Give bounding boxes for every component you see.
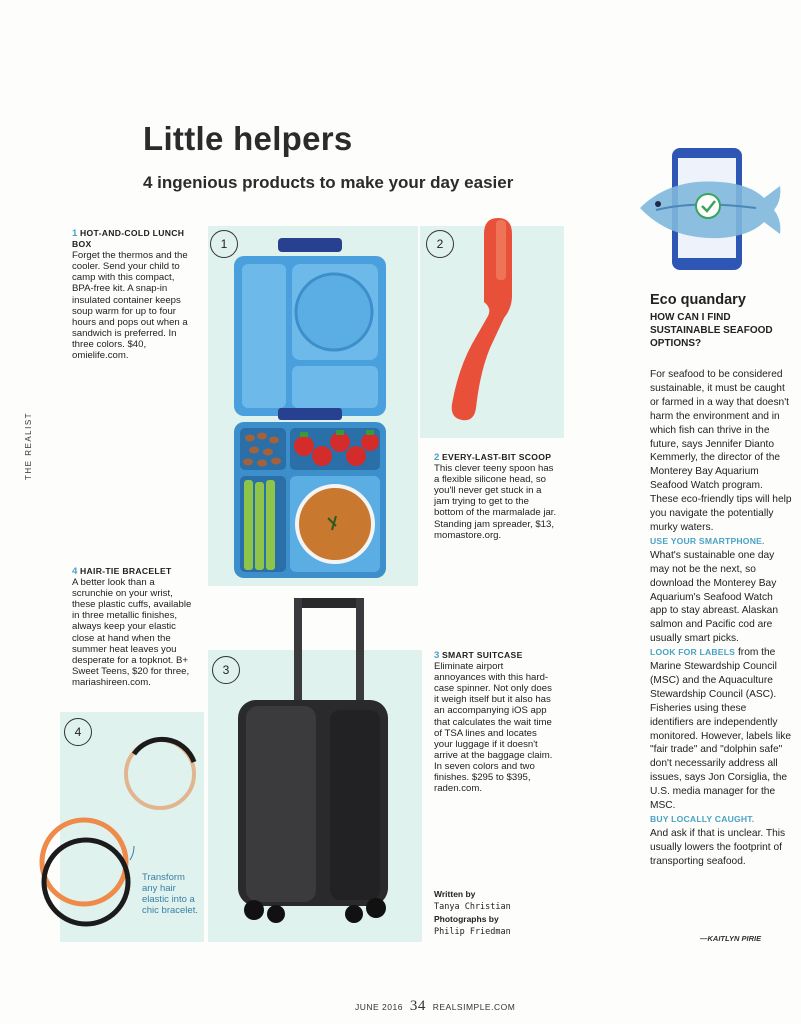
photographer-name: Philip Friedman: [434, 927, 511, 937]
eco-tip3-text: And ask if that is unclear. This usually lowers the footprint of transporting seafood.: [650, 827, 786, 867]
eco-body: [650, 368, 792, 869]
byline: [434, 888, 511, 938]
eco-intro: For seafood to be considered sustainable, it must be caught or farmed in a way that doesn't harm the environment and in which fish can thrive in the future, says Jennifer Dianto Kemmerly, the director of the Monterey Bay Aquarium Seafood Watch program. These eco-friendly tips will help you navigate the potentially murky waters.: [650, 369, 792, 533]
product-1-number: 1: [72, 228, 78, 239]
lunchbox-image: [228, 236, 392, 582]
written-label: Written by: [434, 889, 476, 899]
page-number: 34: [409, 998, 426, 1014]
product-3-blurb: [434, 650, 554, 794]
bracelet-caption: Transform any hair elastic into a chic bracelet.: [142, 872, 198, 916]
photo-label: Photographs by: [434, 914, 499, 924]
product-3-head: SMART SUITCASE: [442, 650, 523, 660]
product-3-number: 3: [434, 650, 440, 661]
product-2-number: 2: [434, 452, 440, 463]
eco-tip1-text: What's sustainable one day may not be the next, so download the Monterey Bay Aquarium's Seafood Watch app to stay abreast. Alaskan salmon and Pacific cod are usually smart picks.: [650, 549, 778, 645]
badge-4: 4: [64, 718, 92, 746]
page-footer: [355, 998, 515, 1015]
product-2-blurb: [434, 452, 558, 541]
fish-phone-icon: [636, 144, 786, 274]
eco-credit: —KAITLYN PIRIE: [700, 934, 762, 943]
product-1-head: HOT-AND-COLD LUNCH BOX: [72, 228, 185, 250]
product-4-blurb: [72, 566, 196, 688]
product-2-head: EVERY-LAST-BIT SCOOP: [442, 452, 552, 462]
eco-title: Eco quandary: [650, 292, 746, 308]
eco-tip1-head: USE YOUR SMARTPHONE.: [650, 535, 765, 546]
badge-3: 3: [212, 656, 240, 684]
badge-1: 1: [210, 230, 238, 258]
writer-name: Tanya Christian: [434, 902, 511, 912]
eco-tip3-head: BUY LOCALLY CAUGHT.: [650, 814, 755, 824]
eco-tip2-text: from the Marine Stewardship Council (MSC) and the Aquaculture Stewardship Council (ASC). Fisheries using these identifiers are independently monitored. However, labels like "fair trade" and "dolphin safe" don't necessarily address all issues, says Jon Corsiglia, the U.S. media manager for the MSC.: [650, 647, 791, 812]
product-2-text: This clever teeny spoon has a flexible silicone head, so you'll never get stuck in a jam trying to get to the bottom of the marmalade jar. Standing jam spreader, $13, momastore.org.: [434, 463, 557, 541]
section-label: THE REALIST: [24, 411, 33, 480]
product-1-blurb: [72, 228, 196, 361]
eco-tip2-head: LOOK FOR LABELS: [650, 647, 736, 658]
footer-date: JUNE 2016: [355, 1002, 403, 1012]
scoop-image: [446, 212, 526, 428]
suitcase-image: [234, 594, 394, 938]
product-4-number: 4: [72, 566, 78, 577]
badge-2: 2: [426, 230, 454, 258]
product-3-text: Eliminate airport annoyances with this hard-case spinner. Not only does it weigh itself but it also has an accompanying iOS app that calculates the wait time of TSA lines and locates your luggage if it doesn't arrive at the baggage claim. In seven colors and two finishes. $295 to $395, raden.com.: [434, 661, 553, 795]
page-title: Little helpers: [143, 120, 353, 157]
product-4-head: HAIR-TIE BRACELET: [80, 566, 172, 576]
eco-question: HOW CAN I FIND SUSTAINABLE SEAFOOD OPTIONS?: [650, 312, 773, 349]
page-subtitle: 4 ingenious products to make your day easier: [143, 173, 514, 192]
product-1-text: Forget the thermos and the cooler. Send your child to camp with this compact, BPA-free kit. A snap-in insulated container keeps soup warm for up to four hours and pops out when a sandwich is preferred. In three colors. $40, omielife.com.: [72, 250, 188, 362]
product-4-text: A better look than a scrunchie on your wrist, these plastic cuffs, available in three metallic finishes, always keep your elastic close at hand when the summer heat leaves you desperate for a topknot. B+ Sweet Teens, $20 for three, mariashireen.com.: [72, 577, 192, 688]
footer-site: REALSIMPLE.COM: [432, 1002, 516, 1012]
